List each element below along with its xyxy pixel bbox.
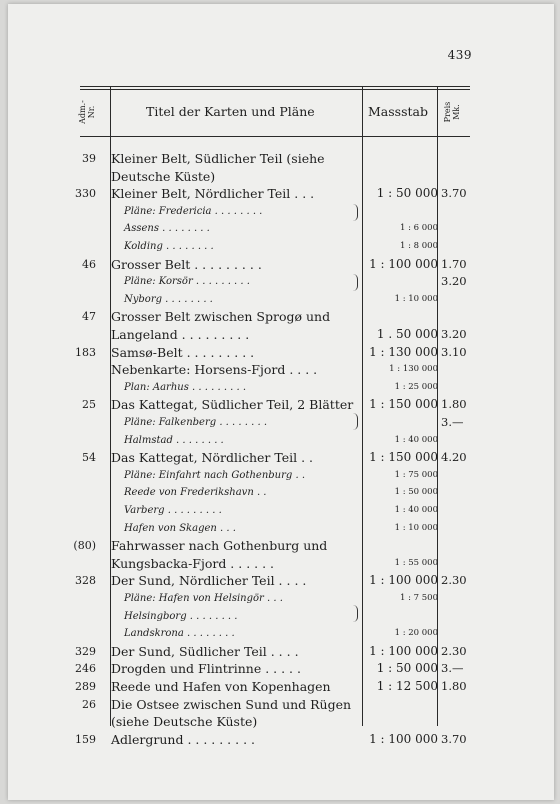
table-top-rule-2 — [80, 89, 470, 90]
row-subplan: Pläne: Fredericia . . . . . . . . — [124, 205, 263, 217]
row-number: 54 — [82, 451, 96, 465]
brace-helsingborg-landskrona — [352, 605, 358, 622]
table-row — [0, 150, 546, 168]
table-row — [0, 273, 546, 291]
row-subplan: Pläne: Einfahrt nach Gothenburg . . — [124, 469, 306, 481]
row-subplan: Landskrona . . . . . . . . — [124, 628, 235, 640]
table-row — [0, 608, 546, 626]
table-row — [0, 256, 546, 274]
row-title: Fahrwasser nach Gothenburg und — [111, 538, 328, 554]
table-row — [0, 432, 546, 450]
table-row — [0, 696, 546, 714]
row-price: 4.20 — [441, 450, 467, 465]
header-price — [443, 92, 463, 132]
row-subplan: Reede von Frederikshavn . . — [124, 487, 267, 499]
row-number: 26 — [82, 697, 96, 711]
row-scale-small: 1 : 6 000 — [399, 223, 438, 234]
brace-falkenberg-halmstad — [352, 413, 358, 430]
row-title: Samsø-Belt . . . . . . . . . — [111, 344, 255, 360]
row-scale: 1 : 50 000 — [376, 186, 438, 201]
row-scale-small: 1 : 50 000 — [394, 487, 438, 498]
row-subplan: Varberg . . . . . . . . . — [124, 505, 222, 516]
row-subplan: Pläne: Korsör . . . . . . . . . — [124, 276, 250, 288]
row-number: 183 — [75, 345, 96, 359]
row-number: 39 — [82, 152, 96, 165]
row-scale-small: 1 : 10 000 — [394, 522, 438, 533]
row-number: 246 — [75, 662, 96, 676]
row-subplan: Nyborg . . . . . . . . — [124, 293, 213, 305]
table-row — [0, 537, 546, 555]
header-number — [78, 92, 98, 132]
row-scale-small: 1 : 40 000 — [394, 505, 438, 515]
row-price: 1.80 — [441, 397, 467, 412]
row-subplan: Kolding . . . . . . . . — [124, 241, 214, 252]
table-row — [0, 555, 546, 573]
table-row — [0, 572, 546, 590]
row-price: 2.30 — [441, 643, 467, 658]
row-title: Kleiner Belt, Nördlicher Teil . . . — [111, 186, 315, 202]
row-title: Reede und Hafen von Kopenhagen — [111, 679, 331, 694]
row-subplan: Plan: Aarhus . . . . . . . . . — [124, 381, 247, 393]
row-price: 3.20 — [441, 327, 467, 341]
table-row — [0, 713, 546, 731]
row-scale-small: 1 : 55 000 — [394, 557, 438, 568]
table-row — [0, 660, 546, 678]
row-scale-small: 1 : 10 000 — [394, 293, 438, 304]
row-number: 330 — [75, 187, 96, 201]
row-scale: 1 . 50 000 — [376, 327, 438, 341]
row-scale-small: 1 : 8 000 — [399, 241, 438, 251]
row-title: Die Ostsee zwischen Sund und Rügen — [111, 696, 352, 712]
row-price: 1.70 — [441, 256, 467, 271]
row-title: Kungsbacka-Fjord . . . . . . — [111, 555, 275, 571]
row-scale-small: 1 : 20 000 — [394, 628, 438, 639]
table-row — [0, 326, 546, 344]
row-subplan: Assens . . . . . . . . — [124, 223, 210, 235]
row-title: Drogden und Flintrinne . . . . . — [111, 661, 301, 677]
table-row — [0, 379, 546, 397]
row-scale: 1 : 12 500 — [376, 679, 438, 693]
brace-fredericia-assens — [352, 204, 358, 221]
header-number-line1: Adm.- — [78, 100, 87, 124]
row-title: Grosser Belt . . . . . . . . . — [111, 256, 262, 272]
row-scale: 1 : 150 000 — [369, 397, 438, 412]
row-number: 289 — [75, 680, 96, 693]
row-scale: 1 : 100 000 — [369, 573, 438, 588]
row-scale-small: 1 : 25 000 — [394, 381, 438, 392]
table-row — [0, 731, 546, 749]
table-row — [0, 220, 546, 238]
row-title: Der Sund, Südlicher Teil . . . . — [111, 643, 299, 659]
row-title: Nebenkarte: Horsens-Fjord . . . . — [111, 362, 318, 378]
row-price: 3.— — [441, 415, 464, 429]
row-price: 3.20 — [441, 274, 467, 289]
row-title: Grosser Belt zwischen Sprogø und — [111, 309, 331, 325]
row-scale: 1 : 100 000 — [369, 256, 438, 271]
row-title: Das Kattegat, Nördlicher Teil . . — [111, 450, 314, 466]
table-row — [0, 291, 546, 309]
row-price: 2.30 — [441, 573, 467, 588]
table-row — [0, 238, 546, 256]
header-scale: Massstab — [368, 104, 428, 119]
table-top-rule-1 — [80, 86, 470, 87]
row-number: 328 — [75, 574, 96, 588]
table-row — [0, 396, 546, 414]
row-subplan: Halmstad . . . . . . . . — [124, 434, 224, 446]
table-row — [0, 625, 546, 643]
row-number: 47 — [82, 310, 96, 324]
row-scale: 1 : 50 000 — [376, 661, 438, 676]
table-row — [0, 467, 546, 485]
row-price: 3.70 — [441, 731, 467, 746]
row-title: Deutsche Küste) — [111, 168, 216, 184]
row-subplan: Helsingborg . . . . . . . . — [124, 610, 238, 622]
table-row — [0, 308, 546, 326]
table-row — [0, 590, 546, 608]
row-title: Kleiner Belt, Südlicher Teil (siehe — [111, 151, 325, 166]
row-scale-small: 1 : 75 000 — [394, 469, 438, 480]
row-subplan: Pläne: Falkenberg . . . . . . . . — [124, 417, 267, 428]
table-row — [0, 414, 546, 432]
row-scale-small: 1 : 7 500 — [399, 593, 438, 603]
table-row — [0, 185, 546, 203]
row-scale-small: 1 : 130 000 — [389, 364, 438, 375]
row-scale: 1 : 100 000 — [369, 643, 438, 658]
table-row — [0, 203, 546, 221]
brace-korsoer-nyborg — [352, 274, 358, 291]
row-scale: 1 : 150 000 — [369, 450, 438, 465]
header-number-line2: Nr. — [87, 105, 96, 119]
table-row — [0, 502, 546, 520]
row-number: 159 — [75, 732, 96, 746]
row-title: Der Sund, Nördlicher Teil . . . . — [111, 573, 307, 589]
row-scale: 1 : 100 000 — [369, 731, 438, 746]
header-price-line1: Preis — [443, 101, 452, 123]
row-number: 46 — [82, 257, 96, 271]
row-title: (siehe Deutsche Küste) — [111, 714, 258, 730]
row-subplan: Pläne: Hafen von Helsingör . . . — [124, 593, 283, 604]
table-row — [0, 168, 546, 186]
row-price: 1.80 — [441, 679, 467, 693]
page-number: 439 — [447, 48, 472, 62]
row-number: (80) — [73, 539, 96, 553]
row-subplan: Hafen von Skagen . . . — [124, 522, 236, 534]
header-bottom-rule — [80, 136, 470, 137]
header-price-line2: Mk. — [452, 104, 461, 120]
row-number: 25 — [82, 398, 96, 412]
row-scale-small: 1 : 40 000 — [394, 434, 438, 445]
row-scale: 1 : 130 000 — [369, 344, 438, 359]
table-row — [0, 484, 546, 502]
row-title: Das Kattegat, Südlicher Teil, 2 Blätter — [111, 397, 354, 413]
table-row — [0, 361, 546, 379]
header-title: Titel der Karten und Pläne — [146, 104, 315, 119]
table-row — [0, 344, 546, 362]
row-title: Langeland . . . . . . . . . — [111, 327, 250, 342]
table-row — [0, 520, 546, 538]
row-title: Adlergrund . . . . . . . . . — [111, 731, 256, 747]
row-price: 3.70 — [441, 186, 467, 201]
table-row — [0, 643, 546, 661]
table-row — [0, 449, 546, 467]
row-price: 3.10 — [441, 344, 467, 359]
table-row — [0, 678, 546, 696]
row-price: 3.— — [441, 661, 464, 676]
row-number: 329 — [75, 644, 96, 658]
